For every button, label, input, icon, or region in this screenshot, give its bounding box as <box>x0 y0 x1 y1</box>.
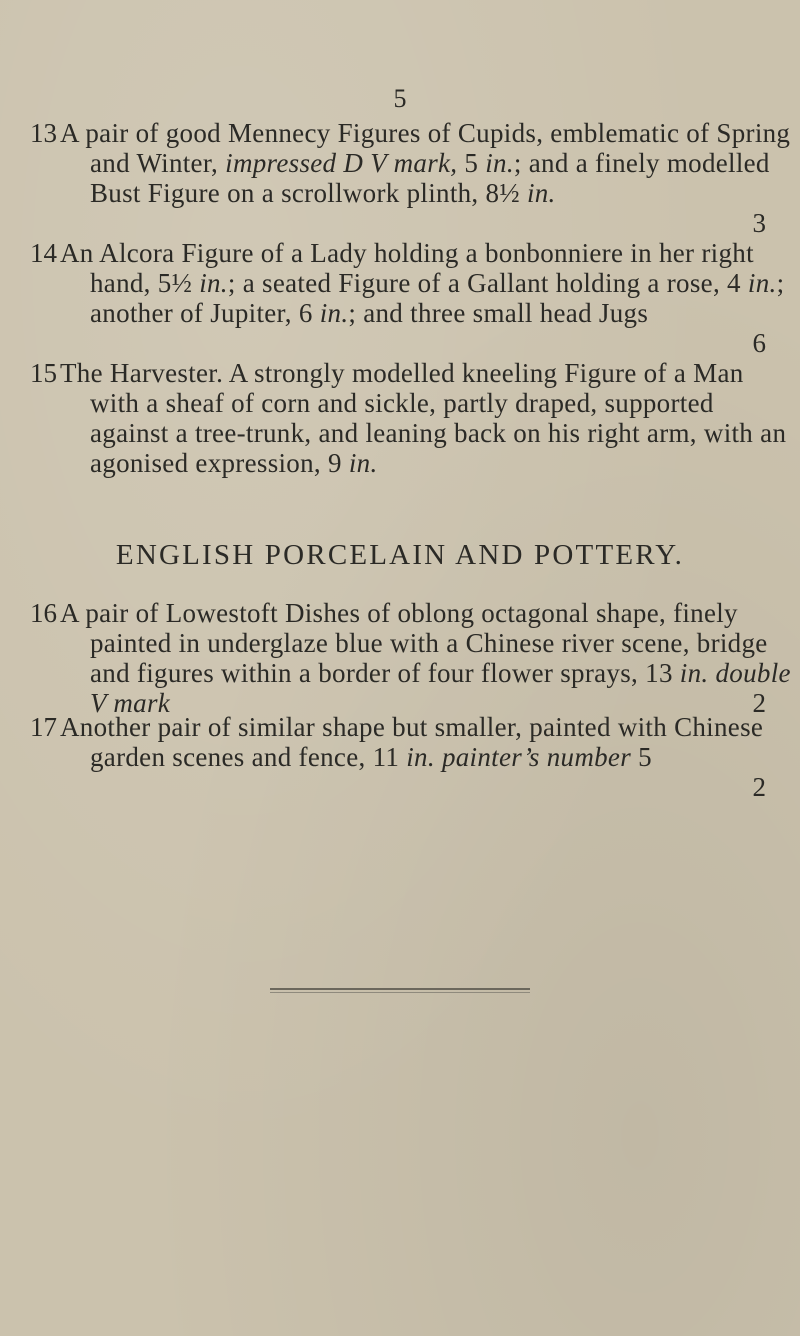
lot-description: An Alcora Figure of a Lady holding a bonbonniere in her right hand, 5½ in.; a seated Figure of a Gallant holding a rose, 4 in.; another of Jupiter, 6 in.; and three small head Jugs <box>60 238 785 328</box>
lot-number: 16 <box>30 598 57 628</box>
lot-number: 17 <box>30 712 57 742</box>
lot-description: A pair of good Mennecy Figures of Cupids, emblematic of Spring and Winter, impressed D V mark, 5 in.; and a finely modelled Bust Figure on a scrollwork plinth, 8½ in. <box>60 118 791 208</box>
lot-entry-17 <box>30 712 800 812</box>
lot-estimate: 2 <box>752 772 766 802</box>
lot-number: 15 <box>30 358 57 388</box>
lot-estimate: 3 <box>752 208 766 238</box>
lot-description: Another pair of similar shape but smaller, painted with Chinese garden scenes and fence, 11 in. painter’s number 5 <box>60 712 764 772</box>
lot-entry-15 <box>30 358 800 478</box>
page-number: 5 <box>393 84 407 113</box>
lot-estimate: 6 <box>752 328 766 358</box>
lot-description: A pair of Lowestoft Dishes of oblong octagonal shape, finely painted in underglaze blue with a Chinese river scene, bridge and figures within a border of four flower sprays, 13 in. double V mark <box>60 598 791 718</box>
section-divider-rule-shadow <box>270 992 530 993</box>
lot-estimate: 2 <box>752 688 766 718</box>
lot-description: The Harvester. A strongly modelled kneeling Figure of a Man with a sheaf of corn and sickle, partly draped, supported against a tree-trunk, and leaning back on his right arm, with an agonised expression, 9 in. <box>60 358 787 478</box>
lot-entry-14 <box>30 238 800 358</box>
lot-entry-16 <box>30 598 800 718</box>
section-divider-rule <box>270 988 530 990</box>
lot-entry-13 <box>30 118 800 238</box>
section-heading: ENGLISH PORCELAIN AND POTTERY. <box>115 539 685 571</box>
lot-number: 13 <box>30 118 57 148</box>
lot-number: 14 <box>30 238 57 268</box>
